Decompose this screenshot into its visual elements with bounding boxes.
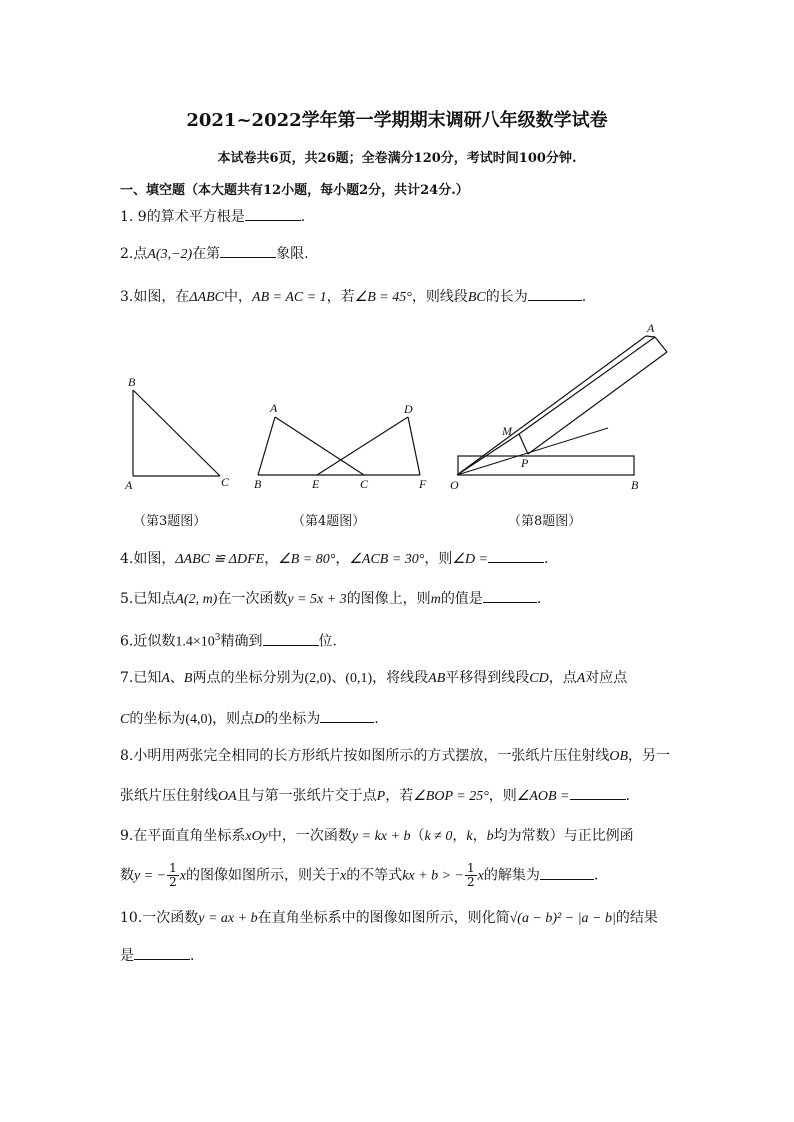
figure-8-paper-strips [450, 321, 667, 492]
answer-blank [263, 631, 319, 646]
fig3-label-a: A [125, 478, 133, 492]
exam-title: 2021~2022学年第一学期期末调研八年级数学试卷 [186, 110, 608, 131]
answer-blank [528, 286, 582, 301]
figure-3-caption: （第3题图） [133, 514, 207, 529]
question-8-line-2: 张纸片压住射线OA且与第一张纸片交于点P，若∠BOP = 25°，则∠AOB = . [120, 785, 630, 807]
figure-4-triangles [254, 401, 427, 491]
answer-blank [488, 548, 544, 563]
question-9-line-2: 数y = − $\frac{1}{2}$ x的图像如图所示，则关于x的不等式kx + b > − $\frac{1}{2}$ x的解集为 . [120, 861, 599, 889]
answer-blank [320, 708, 374, 723]
figures-row [112, 318, 672, 498]
question-8-line-1: 8.小明用两张完全相同的长方形纸片按如图所示的方式摆放，一张纸片压住射线OB，另一 [120, 748, 671, 764]
fig4-label-a: A [270, 401, 278, 415]
answer-blank [483, 588, 537, 603]
fig3-label-c: C [221, 475, 230, 489]
question-5: 5.已知点A(2, m)在一次函数y = 5x + 3的图像上，则m的值是 . [120, 588, 541, 610]
fig4-label-d: D [404, 402, 413, 416]
figure-3-triangle [124, 375, 230, 492]
question-3: 3.如图，在ΔABC中，AB = AC = 1，若∠B = 45°，则线段BC的长为 . [120, 286, 586, 308]
fraction-one-half: $\frac{1}{2}$ [169, 861, 177, 889]
answer-blank [540, 865, 594, 880]
fraction-one-half: $\frac{1}{2}$ [466, 861, 475, 889]
fig4-label-b: B [254, 477, 262, 491]
exam-subtitle: 本试卷共6页，共26题；全卷满分120分，考试时间100分钟. [217, 151, 577, 166]
figure-8-caption: （第8题图） [508, 514, 582, 529]
question-7-line-1: 7.已知A、B两点的坐标分别为(2,0)、(0,1)，将线段AB平移得到线段CD，点A对应点 [120, 670, 628, 686]
answer-blank [570, 785, 626, 800]
fig8-label-p: P [521, 456, 529, 470]
fig8-label-m: M [502, 424, 512, 438]
answer-blank [220, 243, 276, 258]
question-6: 6.近似数$1.4\times 10^3$精确到 位. [120, 628, 337, 653]
fig8-label-a: A [647, 321, 655, 335]
section-heading: 一、填空题（本大题共有12小题，每小题2分，共计24分.） [120, 183, 469, 198]
question-2: 2.点A(3,−2)在第 象限. [120, 243, 309, 265]
question-9-line-1: 9.在平面直角坐标系xOy中，一次函数y = kx + b（k ≠ 0，k，b均为常数）与正比例函 [120, 828, 634, 844]
fig8-label-o: O [450, 478, 459, 492]
question-4: 4.如图，ΔABC ≌ ΔDFE，∠B = 80°，∠ACB = 30°，则∠D = . [120, 548, 548, 570]
fig8-label-b: B [631, 478, 639, 492]
fig3-label-b: B [128, 375, 136, 389]
fig4-label-c: C [360, 477, 369, 491]
question-7-line-2: C的坐标为(4,0)，则点D的坐标为 . [120, 708, 379, 730]
fig4-label-e: E [312, 477, 320, 491]
question-10-line-1: 10.一次函数y = ax + b在直角坐标系中的图像如图所示，则化简√(a − b)² − |a − b|的结果 [120, 910, 658, 926]
figure-4-caption: （第4题图） [292, 514, 366, 529]
question-1: 1. 9的算术平方根是 . [120, 206, 305, 227]
answer-blank [245, 206, 301, 221]
question-10-line-2: 是 . [120, 945, 194, 966]
fig4-label-f: F [419, 477, 427, 491]
answer-blank [134, 945, 190, 960]
